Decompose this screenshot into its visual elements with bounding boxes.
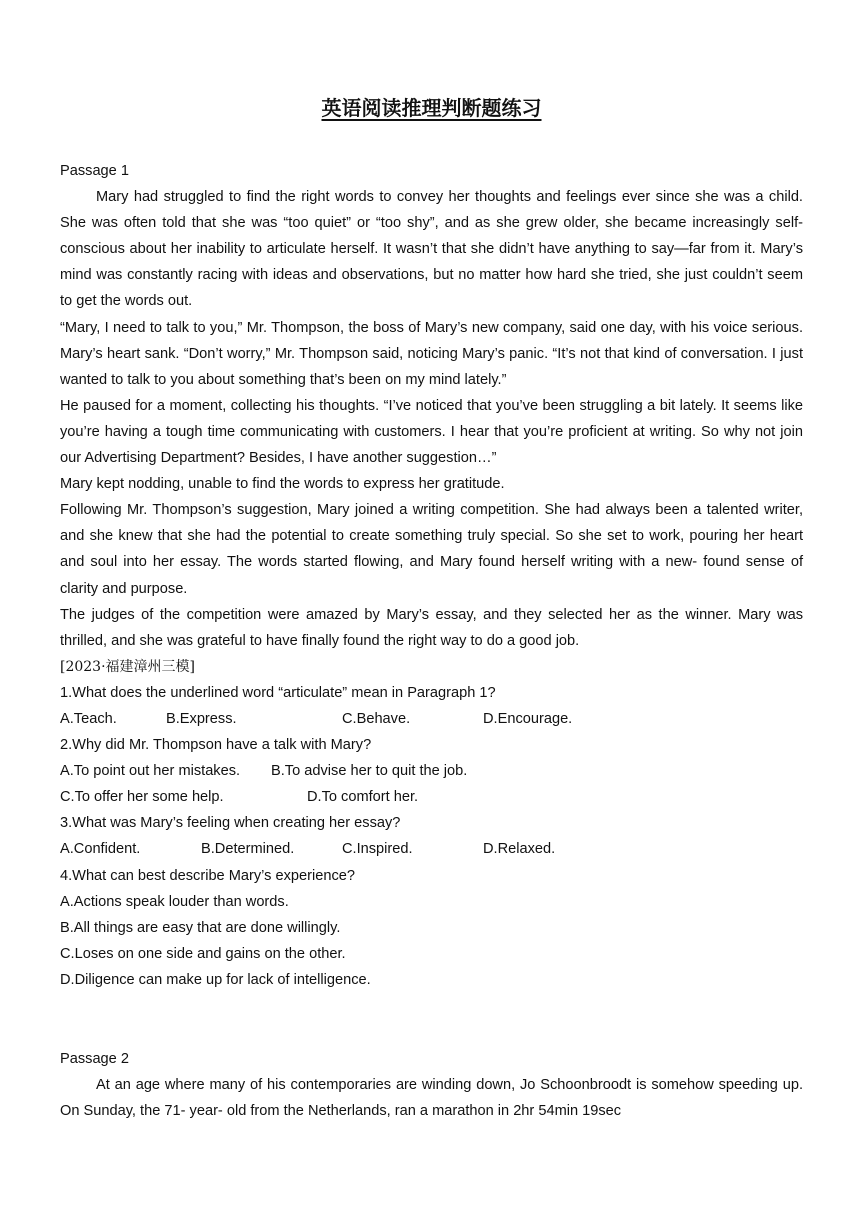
passage-2 [60, 1046, 803, 1124]
option-b[interactable]: B.All things are easy that are done willingly. [60, 919, 341, 936]
passage-heading: Passage 2 [60, 1051, 129, 1067]
question-stem: 4.What can best describe Mary’s experience? [60, 867, 355, 884]
option-d[interactable]: D.Relaxed. [483, 841, 556, 858]
paragraph: Following Mr. Thompson’s suggestion, Mary joined a writing competition. She had always been a talented writer, and she knew that she had the potential to create something truly special. So she set to work, pouring her heart and soul into her essay. The words started flowing, and Mary found herself writing with a new‑ found sense of clarity and purpose. [60, 502, 803, 597]
option-a[interactable]: A.To point out her mistakes. [60, 763, 241, 780]
paragraph: At an age where many of his contemporaries are winding down, Jo Schoonbroodt is somehow speeding up. On Sunday, the 71‑ year‑ old from the Netherlands, ran a marathon in 2hr 54min 19sec [60, 1077, 803, 1120]
option-d[interactable]: D.To comfort her. [307, 789, 419, 806]
paragraph: Mary had struggled to find the right words to convey her thoughts and feelings ever since she was a child. She was often told that she was “too quiet” or “too shy”, and as she grew older, she became increasingly self‑ conscious about her inability to articulate herself. It wasn’t that she didn’t have anything to say—far from it. Mary’s mind was constantly racing with ideas and observations, but no matter how hard she tried, she just couldn’t seem to get the words out. [60, 189, 803, 310]
question-options [60, 836, 803, 862]
passage-heading: Passage 1 [60, 163, 129, 179]
paragraph: The judges of the competition were amazed by Mary’s essay, and they selected her as the winner. Mary was thrilled, and she was grateful to have finally found the right way to do a good job. [60, 606, 803, 649]
option-c[interactable]: C.Behave. [342, 710, 411, 727]
paragraph: “Mary, I need to talk to you,” Mr. Thompson, the boss of Mary’s new company, said one day, with his voice serious. Mary’s heart sank. “Don’t worry,” Mr. Thompson said, noticing Mary’s panic. “It’s not that kind of conversation. I just wanted to talk to you about something that’s been on my mind lately.” [60, 319, 803, 388]
passage-1 [60, 158, 803, 993]
question-stem: 1.What does the underlined word “articulate” mean in Paragraph 1? [60, 684, 496, 701]
option-c[interactable]: C.To offer her some help. [60, 789, 224, 806]
option-c[interactable]: C.Inspired. [342, 841, 413, 858]
paragraph: He paused for a moment, collecting his thoughts. “I’ve noticed that you’ve been struggling a bit lately. It seems like you’re having a tough time communicating with customers. I hear that you’re proficient at writing. So why not join our Advertising Department? Besides, I have another suggestion…” [60, 397, 803, 467]
option-b[interactable]: B.Express. [166, 710, 237, 727]
question-stem: 3.What was Mary’s feeling when creating her essay? [60, 815, 401, 832]
option-b[interactable]: B.To advise her to quit the job. [271, 763, 468, 780]
option-a[interactable]: A.Teach. [60, 710, 117, 727]
option-b[interactable]: B.Determined. [201, 841, 295, 858]
option-d[interactable]: D.Diligence can make up for lack of intelligence. [60, 971, 371, 988]
option-c[interactable]: C.Loses on one side and gains on the other. [60, 945, 346, 962]
paragraph: Mary kept nodding, unable to find the words to express her gratitude. [60, 476, 505, 493]
question-options [60, 784, 803, 810]
question-options [60, 758, 803, 784]
question-options [60, 706, 803, 732]
source-label: [2023·福建漳州三模] [60, 658, 196, 675]
option-d[interactable]: D.Encourage. [483, 710, 573, 727]
document-title: 英语阅读推理判断题练习 [321, 96, 542, 120]
option-a[interactable]: A.Confident. [60, 841, 141, 858]
question-stem: 2.Why did Mr. Thompson have a talk with Mary? [60, 737, 372, 754]
option-a[interactable]: A.Actions speak louder than words. [60, 893, 289, 910]
